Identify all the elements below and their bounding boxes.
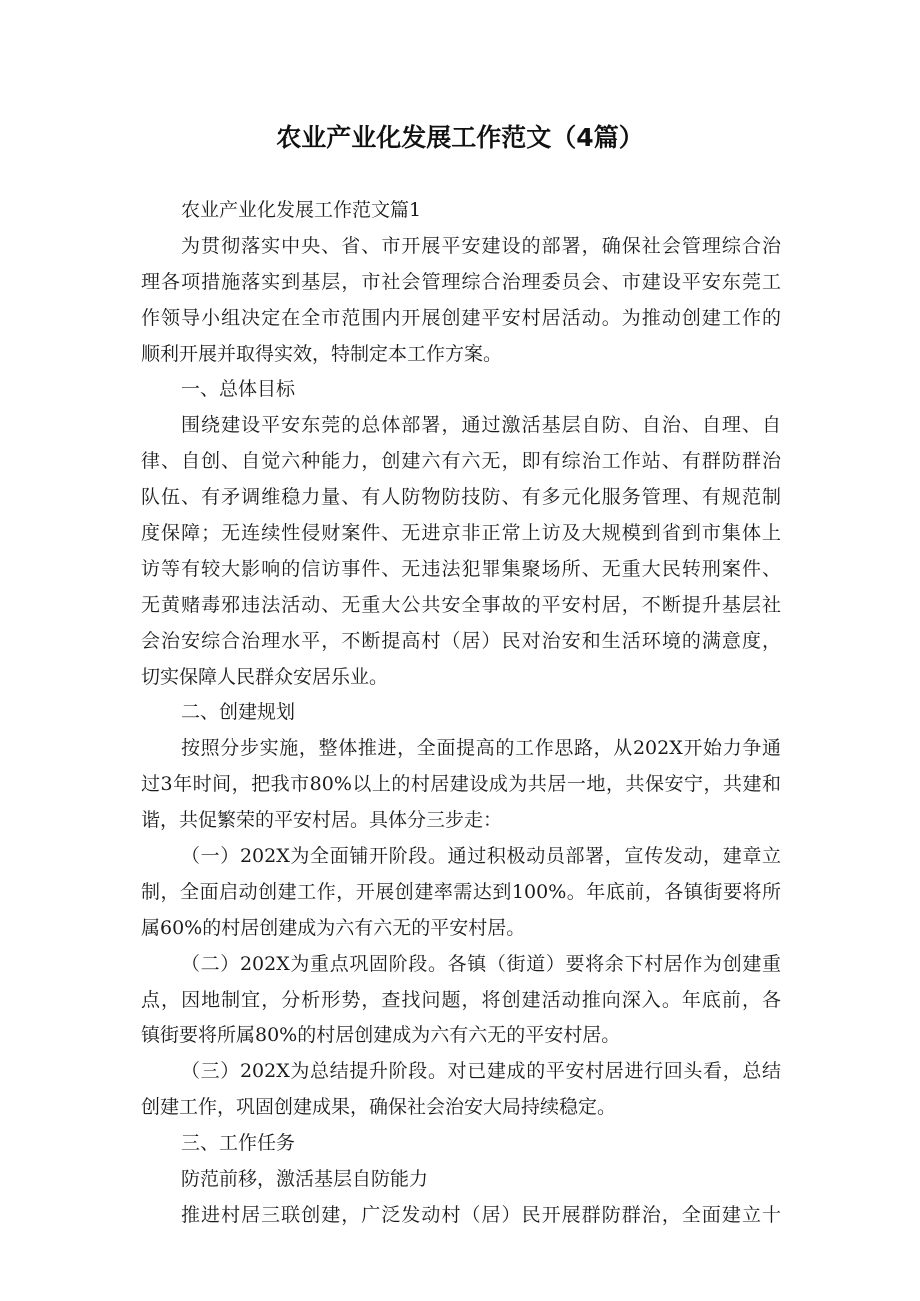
text-line [141,803,781,839]
text-line [141,1090,781,1126]
text-line [141,624,781,660]
text-line-content: 镇街要将所属80%的村居创建成为六有六无的平安村居。 [141,1024,621,1047]
text-line [141,695,781,731]
text-line [141,301,781,337]
text-line-content: 过3年时间，把我市80%以上的村居建设成为共居一地，共保安宁，共建和 [141,773,781,796]
text-line [141,947,781,983]
text-line-content: 访等有较大影响的信访事件、无违法犯罪集聚场所、无重大民转刑案件、 [141,557,781,580]
text-line [141,1054,781,1090]
text-line-content: （一）202X为全面铺开阶段。通过积极动员部署，宣传发动，建章立 [181,845,781,868]
text-line [141,229,781,265]
text-line [141,408,781,444]
text-line-content: 点，因地制宜，分析形势，查找问题，将创建活动推向深入。年底前，各 [141,988,781,1011]
document-body [141,193,781,1234]
text-line [141,337,781,373]
text-line-content: 谐，共促繁荣的平安村居。具体分三步走： [141,809,503,832]
text-line [141,767,781,803]
text-line [141,1198,781,1234]
text-line-content: 度保障；无连续性侵财案件、无进京非正常上访及大规模到省到市集体上 [141,522,781,545]
text-line [141,731,781,767]
text-line-content: 按照分步实施，整体推进，全面提高的工作思路，从202X开始力争通 [181,737,781,760]
text-line-content: 无黄赌毒邪违法活动、无重大公共安全事故的平安村居，不断提升基层社 [141,593,781,616]
text-line-content: 制，全面启动创建工作，开展创建率需达到100%。年底前，各镇街要将所 [141,880,781,903]
text-line [141,552,781,588]
text-line [141,660,781,696]
text-line [141,839,781,875]
text-line [141,1126,781,1162]
text-line-content: 会治安综合治理水平，不断提高村（居）民对治安和生活环境的满意度， [141,629,781,652]
text-line-content: 二、创建规划 [181,701,296,724]
text-line-content: 切实保障人民群众安居乐业。 [141,665,389,688]
text-line-content: 属60%的村居创建成为六有六无的平安村居。 [141,916,526,939]
text-line-content: 为贯彻落实中央、省、市开展平安建设的部署，确保社会管理综合治 [181,234,781,257]
text-line-content: 律、自创、自觉六种能力，创建六有六无，即有综治工作站、有群防群治 [141,450,781,473]
text-line [141,480,781,516]
text-line-content: 一、总体目标 [181,378,296,401]
text-line-content: 理各项措施落实到基层，市社会管理综合治理委员会、市建设平安东莞工 [141,270,781,293]
text-line-content: 作领导小组决定在全市范围内开展创建平安村居活动。为推动创建工作的 [141,306,781,329]
text-line [141,911,781,947]
text-line [141,588,781,624]
document-title: 农业产业化发展工作范文（4篇） [276,123,644,152]
text-line [141,444,781,480]
text-line-content: 农业产业化发展工作范文篇1 [181,199,422,221]
text-line [141,1018,781,1054]
text-line [141,875,781,911]
text-line-content: 创建工作，巩固创建成果，确保社会治安大局持续稳定。 [141,1096,617,1119]
text-line-content: 防范前移，激活基层自防能力 [181,1168,429,1191]
text-line-content: 顺利开展并取得实效，特制定本工作方案。 [141,342,503,365]
text-line [141,193,781,229]
text-line-content: 队伍、有矛调维稳力量、有人防物防技防、有多元化服务管理、有规范制 [141,486,781,509]
text-line-content: 三、工作任务 [181,1132,296,1155]
text-line-content: （二）202X为重点巩固阶段。各镇（街道）要将余下村居作为创建重 [181,952,781,975]
text-line-content: 推进村居三联创建，广泛发动村（居）民开展群防群治，全面建立十 [181,1203,781,1226]
text-line [141,265,781,301]
text-line [141,372,781,408]
text-line [141,516,781,552]
text-line [141,1162,781,1198]
text-line-content: 围绕建设平安东莞的总体部署，通过激活基层自防、自治、自理、自 [181,414,781,437]
text-line [141,983,781,1019]
text-line-content: （三）202X为总结提升阶段。对已建成的平安村居进行回头看，总结 [181,1060,781,1083]
